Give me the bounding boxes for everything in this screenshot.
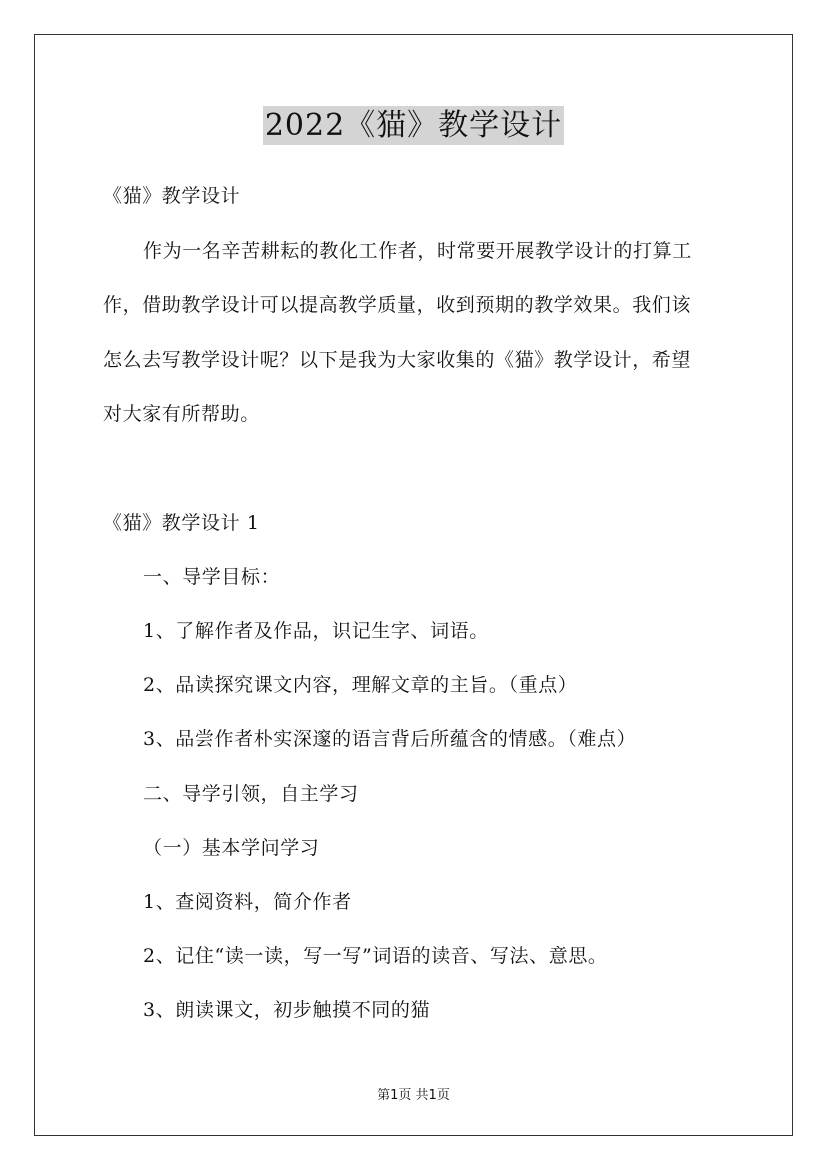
body-line-6: （一）基本学问学习 bbox=[143, 837, 320, 859]
intro-line-4: 对大家有所帮助。 bbox=[103, 403, 260, 425]
body-line-4: 3、品尝作者朴实深邃的语言背后所蕴含的情感。（难点） bbox=[143, 728, 637, 750]
document-title-wrap bbox=[0, 100, 827, 144]
subtitle: 《猫》教学设计 bbox=[103, 185, 241, 207]
page-footer: 第1页 共1页 bbox=[377, 1088, 450, 1103]
intro-line-2: 作，借助教学设计可以提高教学质量，收到预期的教学效果。我们该 bbox=[103, 294, 692, 316]
body-line-5: 二、导学引领，自主学习 bbox=[143, 783, 359, 805]
section-heading: 《猫》教学设计 1 bbox=[103, 512, 260, 534]
body-line-7: 1、查阅资料，简介作者 bbox=[143, 891, 352, 913]
body-line-9: 3、朗读课文，初步触摸不同的猫 bbox=[143, 999, 431, 1021]
body-line-8: 2、记住“读一读，写一写”词语的读音、写法、意思。 bbox=[143, 945, 608, 967]
body-line-1: 一、导学目标： bbox=[143, 566, 281, 588]
intro-line-1: 作为一名辛苦耕耘的教化工作者，时常要开展教学设计的打算工 bbox=[143, 240, 692, 262]
intro-line-3: 怎么去写教学设计呢？以下是我为大家收集的《猫》教学设计，希望 bbox=[103, 349, 692, 371]
body-line-2: 1、了解作者及作品，识记生字、词语。 bbox=[143, 620, 489, 642]
body-line-3: 2、品读探究课文内容，理解文章的主旨。（重点） bbox=[143, 674, 578, 696]
document-title: 2022《猫》教学设计 bbox=[264, 108, 563, 143]
